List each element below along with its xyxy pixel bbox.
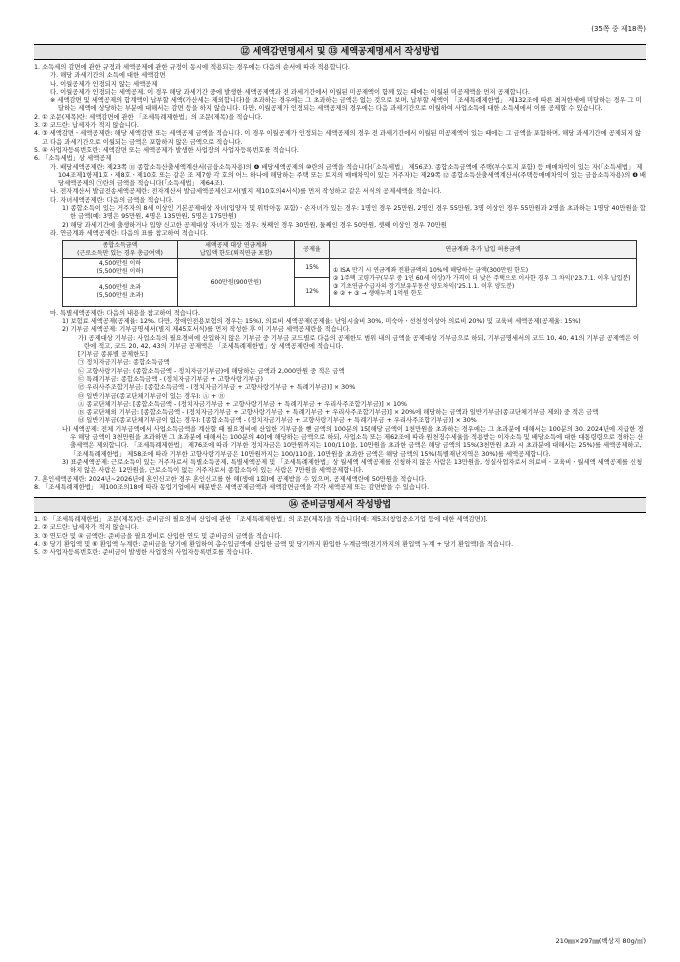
table-cell: 4,500만원 초과 (5,500만원 초과) bbox=[63, 277, 178, 306]
text-line: ㉢ 특례기부금: 종합소득금액 - (정치자금기부금 + 고향사랑기부금) bbox=[78, 375, 263, 383]
text-line: 다. 이월공제가 인정되는 세액공제. 이 경우 해당 과세기간 중에 발생한 세액공제액과 전 과세기간에서 이월된 미공제액이 함께 있는 때에는 이월된 미공제액을 먼저 공제합니다. bbox=[50, 88, 530, 96]
table-header-limit: 세액공제 대상 연금계좌 납입액 한도(퇴직연금 포함) bbox=[178, 241, 295, 259]
text-line: 가. 해당 과세기간의 소득에 대한 세액감면 bbox=[50, 72, 166, 80]
text-line: 가. 배당세액공제란: 제23쪽 ⑪ 종합소득산출세액계산서(금융소득자용)의 ❹ 배당세액공제의 ⑩란의 금액을 적습니다(「소득세법」 제56조). 종합소득금액에 주택(부수토지 포함) 등 매매차익이 있는 자(「소득세법」 제104조제1항제1호ㆍ제8호ㆍ제10호 또는 같은 조 제7항 각 호의 어느 하나에 해당하는 주택 또는 토지의 매매차익이 있는 거주자)는 제29쪽 ⑫ 종합소득산출세액계산서(주택등매매차익이 있는 금융소득자용)의 ❹ 배당세액공제의 ㉠란의 금액을 적습니다(「소득세법」 제64조). bbox=[50, 163, 646, 188]
text-line: 라. 연금계좌 세액공제란: 다음의 표를 참고하여 적습니다. bbox=[50, 229, 209, 237]
table-header-rate: 공제율 bbox=[295, 241, 330, 259]
section-body-tax-credit-cont bbox=[34, 310, 646, 493]
text-line: 7. 혼인세액공제란: 2024년~2026년에 혼인신고한 경우 혼인신고를 한 해(생애 1회)에 공제받을 수 있으며, 공제세액란에 50만원을 적습니다. bbox=[34, 475, 427, 483]
text-line: 가) 공제대상 기부금: 사업소득의 필요경비에 산입하지 않은 기부금 중 기부금 코드별로 다음의 공제한도 범위 내의 금액을 공제대상 기부금으로 하되, 기부금명세서의 코드 10, 40, 41의 기부금 공제액은 이 란에 적고, 코드 20, 42, 43의 기부금 공제액은 「조세특례제한법」상 세액공제란에 적습니다. bbox=[78, 334, 640, 350]
text-line: ㉡ 고향사랑기부금: (종합소득금액 - 정치자금기부금)에 해당하는 금액과 2,000만원 중 적은 금액 bbox=[78, 367, 345, 375]
pension-credit-table bbox=[62, 240, 637, 306]
text-line: 나) 세액공제: 전체 기부금액에서 사업소득금액을 계산할 때 필요경비에 산입한 기부금을 뺀 금액의 100분의 15[해당 금액이 1천만원을 초과하는 경우에는 그 초과분에 대해서는 100분의 30. 2024년에 지급한 경우 해당 금액이 3천만원을 초과하면 그 초과분에 대해서는 100분의 40]에 해당하는 금액으로 하되, 사업소득 또는 제62조에 따라 원천징수세율을 적용받는 이자소득 및 배당소득에 대한 대통령령으로 정하는 산출세액은 제외합니다. 「조세특례제한법」 제76조에 따라 기부한 정치자금은 10만원까지는 100/110을, 10만원을 초과한 금액은 해당 금액의 15%(3천만원 초과 시 초과분에 대해서는 25%)를 세액공제하고, 「조세특례제한법」 제58조에 따라 기부한 고향사랑기부금은 10만원까지는 100/110을, 10만원을 초과한 금액은 해당 금액의 15%(특별재난지역은 30%)를 세액공제합니다. bbox=[62, 425, 644, 458]
section-title-tax-credit: ⑫ 세액감면명세서 및 ⑬ 세액공제명세서 작성방법 bbox=[34, 44, 646, 60]
text-line: 4. ③ 세액감면ㆍ세액공제란: 해당 세액감면 또는 세액공제 금액을 적습니다. 이 경우 이월공제가 인정되는 세액공제의 경우 전 과세기간에서 이월된 미공제액이 있는 때에는 그 금액을 포함하며, 해당 과세기간에 공제되지 않고 다음 과세기간으로 이월되는 금액은 포함하지 않은 금액으로 적습니다. bbox=[34, 130, 642, 146]
text-line: [기부금 종류별 공제한도] bbox=[78, 351, 148, 359]
text-line: ㉤ 일반기부금(종교단체기부금이 있는 경우): Ⓐ + Ⓑ bbox=[78, 392, 225, 400]
section-title-reserve: ⑭ 준비금명세서 작성방법 bbox=[34, 497, 646, 513]
text-line: 6. 「소득세법」상 세액공제 bbox=[34, 155, 112, 163]
text-line: ㉥ 일반기부금(종교단체기부금이 없는 경우): [종합소득금액 - (정치자금기부금 + 고향사랑기부금 + 특례기부금 + 우리사주조합기부금)] × 30% bbox=[78, 417, 477, 425]
table-cell: ① ISA 만기 시 연금계좌 전환금액의 10%에 해당하는 금액(300만원 한도) ② 1주택 고령가구(부부 중 1인 60세 이상)가 가격이 더 낮은 주택으로 이사한 경우 그 차익('23.7.1. 이후 납입분) ③ 기초연금수급자의 장기보유부동산 양도차익('25.1.1. 이후 양도분) ※ ② + ③ → 생애누적 1억원 한도 bbox=[330, 259, 637, 306]
section-body-tax-credit bbox=[34, 64, 646, 238]
table-cell: 12% bbox=[295, 277, 330, 306]
table-header-extra: 연금계좌 추가 납입 허용금액 bbox=[330, 241, 637, 259]
text-line: 나. 이월공제가 인정되지 않는 세액공제 bbox=[50, 80, 158, 88]
table-cell: 600만원(900만원) bbox=[178, 259, 295, 306]
text-line: 5. ⑦ 사업자등록번호란: 준비금이 발생한 사업장의 사업자등록번호를 적습니다. bbox=[34, 549, 253, 557]
text-line: 다. 자녀세액공제란: 다음의 금액을 적습니다. bbox=[50, 196, 174, 204]
text-line: 5. ④ 사업자등록번호란: 세액감면 또는 세액공제가 발생한 사업장의 사업자등록번호를 적습니다. bbox=[34, 146, 299, 154]
paper-spec: 210㎜×297㎜(백상지 80g/㎡) bbox=[555, 937, 646, 945]
text-line: 3. ② 코드란: 납세자가 적지 않습니다. bbox=[34, 122, 139, 130]
text-line: 4. ⑤ 당기 환입액 및 ⑥ 환입액 누계란: 준비금을 당기에 환입하여 총수입금액에 산입한 금액 및 당기까지 환입한 누계금액(전기까지의 환입액 누계 + 당기 환입액)을 적습니다. bbox=[34, 541, 514, 549]
text-line: 나. 전자계산서 발급전송세액공제란: 전자계산서 발급세액공제신고서(별지 제10호의4서식)를 먼저 작성하고 같은 서식의 공제세액을 적습니다. bbox=[50, 188, 442, 196]
text-line: 2) 해당 과세기간에 출생하거나 입양 신고한 공제대상 자녀가 있는 경우: 첫째인 경우 30만원, 둘째인 경우 50만원, 셋째 이상인 경우 70만원 bbox=[62, 221, 447, 229]
section-body-reserve bbox=[34, 516, 646, 557]
text-line: 2. ① 조문(제목)란: 세액감면에 관한 「조세특례제한법」의 조문(제목)을 적습니다. bbox=[34, 113, 263, 121]
text-line: 2) 기부금 세액공제: 기부금명세서(별지 제45호서식)를 먼저 작성한 후 이 기부금 세액공제란을 적습니다. bbox=[62, 326, 351, 334]
text-line: Ⓐ 종교단체기부금: [종합소득금액 - (정치자금기부금 + 고향사랑기부금 + 특례기부금 + 우리사주조합기부금)] × 10% bbox=[78, 400, 408, 408]
text-line: Ⓑ 종교단체외 기부금: [종합소득금액 - (정치자금기부금 + 고향사랑기부금 + 특례기부금 + 우리사주조합기부금)] × 20%에 해당하는 금액과 일반기부금(종교단체기부금 제외) 중 적은 금액 bbox=[78, 409, 599, 417]
text-line: 1) 보험료 세액공제(공제율: 12%. 다만, 장애인전용보험의 경우는 15%), 의료비 세액공제(공제율: 난임시술비 30%, 미숙아ㆍ선천성이상아 의료비 20%) 및 교육비 세액공제(공제율: 15%) bbox=[62, 317, 581, 325]
table-header-income: 종합소득금액 (근로소득만 있는 경우 총급여액) bbox=[63, 241, 178, 259]
table-cell: 15% bbox=[295, 259, 330, 277]
text-line: 3) 표준세액공제: 근로소득이 있는 거주자로서 특별소득공제, 특별세액공제 및 「조세특례제한법」상 월세액 세액공제를 신청하지 않은 사람은 13만원을, 성실사업자로서 의료비ㆍ교육비ㆍ월세액 세액공제를 신청하지 않은 사람은 12만원을, 근로소득이 없는 거주자로서 종합소득이 있는 사람은 7만원을 세액공제합니다. bbox=[62, 458, 643, 475]
text-line: ㉠ 정치자금기부금: 종합소득금액 bbox=[78, 359, 170, 367]
text-line: ※ 세액감면 및 세액공제의 합계액이 납부할 세액(가산세는 제외합니다)을 초과하는 경우에는 그 초과하는 금액은 없는 것으로 보며, 납부할 세액이 「조세특례제한법」 제132조에 따른 최저한세에 미달하는 경우 그 미달하는 세액에 상당하는 부분에 대해서는 감면 등을 하지 않습니다. 다만, 이월공제가 인정되는 세액공제의 경우에는 다음 과세기간으로 이월하여 사업소득에 대한 소득세에서 이를 공제할 수 있습니다. bbox=[50, 97, 642, 113]
text-line: 1. ① 「조세특례제한법」 조문(제목)란: 준비금의 필요경비 산입에 관한 「조세특례제한법」의 조문(제목)을 적습니다[예: 제5조(창업중소기업 등에 대한 세액감면)]. bbox=[34, 516, 488, 524]
text-line: 8. 「조세특례제한법」 제100조의18에 따라 동업기업에서 배분받은 세액공제금액과 세액감면금액을 각각 세액공제 또는 감면받을 수 있습니다. bbox=[34, 483, 430, 491]
text-line: 3. ③ 연도란 및 ④ 금액란: 준비금을 필요경비로 산입한 연도 및 준비금의 금액을 적습니다. bbox=[34, 532, 283, 540]
text-line: 1) 종합소득이 있는 거주자의 8세 이상인 기본공제대상 자녀(입양자 및 위탁아동 포함)ㆍ손자녀가 있는 경우: 1명인 경우 25만원, 2명인 경우 55만원, 3명 이상인 경우 55만원과 2명을 초과하는 1명당 40만원을 합한 금액(예: 3명은 95만원, 4명은 135만원, 5명은 175만원) bbox=[62, 205, 646, 221]
text-line: 마. 특별세액공제란: 다음의 내용을 참고하여 적습니다. bbox=[50, 309, 200, 317]
table-cell: 4,500만원 이하 (5,500만원 이하) bbox=[63, 259, 178, 277]
page-number: (35쪽 중 제18쪽) bbox=[591, 25, 646, 33]
text-line: 1. 소득세의 감면에 관한 규정과 세액공제에 관한 규정이 동시에 적용되는 경우에는 다음의 순서에 따라 적용합니다. bbox=[34, 64, 350, 71]
text-line: 2. ② 코드란: 납세자가 적지 않습니다. bbox=[34, 524, 139, 532]
text-line: ㉣ 우리사주조합기부금: [종합소득금액 - (정치자금기부금 + 고향사랑기부금 + 특례기부금)] × 30% bbox=[78, 384, 356, 392]
